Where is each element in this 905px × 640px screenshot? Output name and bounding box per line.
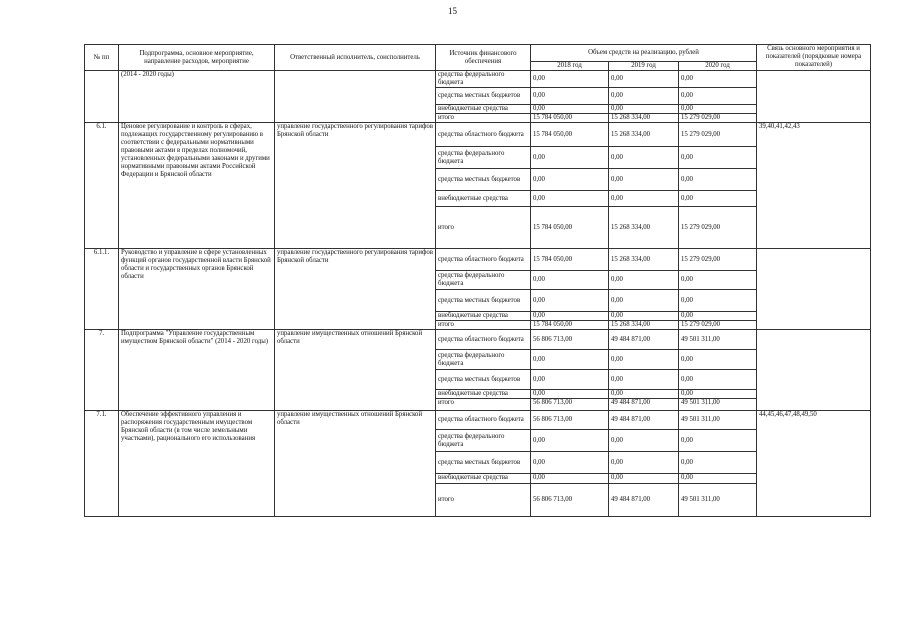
header-year-2019: 2019 год bbox=[609, 62, 679, 71]
funding-source: итого bbox=[436, 484, 531, 517]
amount-2018: 0,00 bbox=[531, 169, 609, 191]
amount-2018: 0,00 bbox=[531, 271, 609, 290]
funding-source: средства областного бюджета bbox=[436, 123, 531, 147]
funding-source: средства местных бюджетов bbox=[436, 290, 531, 312]
header-num: № пп bbox=[85, 45, 119, 71]
header-year-2020: 2020 год bbox=[679, 62, 757, 71]
funding-source: средства местных бюджетов bbox=[436, 452, 531, 474]
amount-2019: 0,00 bbox=[609, 390, 679, 399]
indicator-links bbox=[757, 330, 871, 411]
funding-source: внебюджетные средства bbox=[436, 312, 531, 321]
indicator-links bbox=[757, 249, 871, 330]
amount-2018: 56 806 713,00 bbox=[531, 484, 609, 517]
amount-2018: 0,00 bbox=[531, 452, 609, 474]
funding-source: средства областного бюджета bbox=[436, 249, 531, 271]
table-header bbox=[85, 45, 871, 71]
amount-2019: 0,00 bbox=[609, 370, 679, 390]
amount-2020: 15 279 029,00 bbox=[679, 249, 757, 271]
header-link: Связь основного мероприятия и показателей (порядковые номера показателей) bbox=[757, 45, 871, 71]
header-executor: Ответственный исполнитель, соисполнитель bbox=[275, 45, 436, 71]
amount-2018: 0,00 bbox=[531, 191, 609, 207]
amount-2018: 0,00 bbox=[531, 390, 609, 399]
program-name: Обеспечение эффективного управления и распоряжения государственным имуществом Брянской области (в том числе земельными участками), рационального его использования bbox=[119, 411, 275, 517]
row-number: 7. bbox=[85, 330, 119, 411]
funding-source: внебюджетные средства bbox=[436, 105, 531, 114]
amount-2019: 0,00 bbox=[609, 350, 679, 370]
amount-2020: 49 501 311,00 bbox=[679, 484, 757, 517]
amount-2020: 15 279 029,00 bbox=[679, 207, 757, 249]
funding-source: итого bbox=[436, 207, 531, 249]
amount-2020: 0,00 bbox=[679, 71, 757, 88]
amount-2018: 0,00 bbox=[531, 474, 609, 484]
indicator-links: 39,40,41,42,43 bbox=[757, 123, 871, 249]
financing-table bbox=[84, 44, 871, 517]
amount-2018: 15 784 050,00 bbox=[531, 114, 609, 123]
amount-2020: 0,00 bbox=[679, 452, 757, 474]
amount-2020: 0,00 bbox=[679, 312, 757, 321]
table-row bbox=[85, 330, 871, 350]
header-source: Источник финансового обеспечения bbox=[436, 45, 531, 71]
table-row bbox=[85, 71, 871, 88]
amount-2019: 49 484 871,00 bbox=[609, 330, 679, 350]
indicator-links bbox=[757, 71, 871, 123]
amount-2018: 15 784 050,00 bbox=[531, 321, 609, 330]
header-year-2018: 2018 год bbox=[531, 62, 609, 71]
indicator-links: 44,45,46,47,48,49,50 bbox=[757, 411, 871, 517]
amount-2020: 0,00 bbox=[679, 350, 757, 370]
amount-2019: 0,00 bbox=[609, 105, 679, 114]
amount-2019: 15 268 334,00 bbox=[609, 249, 679, 271]
amount-2020: 0,00 bbox=[679, 271, 757, 290]
page-number: 15 bbox=[448, 6, 457, 16]
program-name: Подпрограмма "Управление государственным имуществом Брянской области" (2014 - 2020 годы) bbox=[119, 330, 275, 411]
funding-source: средства областного бюджета bbox=[436, 330, 531, 350]
amount-2020: 0,00 bbox=[679, 105, 757, 114]
table-row bbox=[85, 249, 871, 271]
amount-2019: 15 268 334,00 bbox=[609, 207, 679, 249]
amount-2018: 0,00 bbox=[531, 312, 609, 321]
amount-2019: 49 484 871,00 bbox=[609, 411, 679, 430]
amount-2020: 15 279 029,00 bbox=[679, 321, 757, 330]
row-number: 6.1.1. bbox=[85, 249, 119, 330]
amount-2020: 0,00 bbox=[679, 147, 757, 169]
amount-2018: 0,00 bbox=[531, 105, 609, 114]
amount-2019: 0,00 bbox=[609, 430, 679, 452]
amount-2019: 0,00 bbox=[609, 474, 679, 484]
row-number: 7.1. bbox=[85, 411, 119, 517]
amount-2019: 0,00 bbox=[609, 191, 679, 207]
funding-source: внебюджетные средства bbox=[436, 191, 531, 207]
amount-2018: 56 806 713,00 bbox=[531, 330, 609, 350]
amount-2018: 0,00 bbox=[531, 71, 609, 88]
funding-source: средства местных бюджетов bbox=[436, 370, 531, 390]
amount-2020: 0,00 bbox=[679, 390, 757, 399]
executor-name bbox=[275, 71, 436, 123]
row-number bbox=[85, 71, 119, 123]
executor-name: управление имущественных отношений Брянской области bbox=[275, 411, 436, 517]
header-volume: Объем средств на реализацию, рублей bbox=[531, 45, 757, 62]
amount-2018: 15 784 050,00 bbox=[531, 249, 609, 271]
amount-2020: 15 279 029,00 bbox=[679, 114, 757, 123]
amount-2019: 49 484 871,00 bbox=[609, 399, 679, 411]
amount-2019: 49 484 871,00 bbox=[609, 484, 679, 517]
amount-2019: 0,00 bbox=[609, 452, 679, 474]
funding-source: средства федерального бюджета bbox=[436, 430, 531, 452]
funding-source: средства федерального бюджета bbox=[436, 271, 531, 290]
amount-2020: 49 501 311,00 bbox=[679, 411, 757, 430]
amount-2019: 0,00 bbox=[609, 312, 679, 321]
header-program: Подпрограмма, основное мероприятие, направление расходов, мероприятие bbox=[119, 45, 275, 71]
funding-source: средства местных бюджетов bbox=[436, 88, 531, 105]
amount-2019: 0,00 bbox=[609, 169, 679, 191]
amount-2019: 0,00 bbox=[609, 290, 679, 312]
table-body bbox=[85, 71, 871, 517]
table-row bbox=[85, 123, 871, 147]
amount-2018: 0,00 bbox=[531, 290, 609, 312]
executor-name: управление имущественных отношений Брянской области bbox=[275, 330, 436, 411]
funding-source: средства федерального бюджета bbox=[436, 147, 531, 169]
amount-2018: 0,00 bbox=[531, 147, 609, 169]
amount-2018: 0,00 bbox=[531, 88, 609, 105]
amount-2020: 0,00 bbox=[679, 88, 757, 105]
amount-2018: 0,00 bbox=[531, 430, 609, 452]
row-number: 6.1. bbox=[85, 123, 119, 249]
program-name: Ценовое регулирование и контроль в сферах, подлежащих государственному регулированию в соответствии с федеральными нормативными правовыми актами в пределах полномочий, установленных федеральными законами и другими нормативными правовыми актами Российской Федерации и Брянской области bbox=[119, 123, 275, 249]
funding-source: итого bbox=[436, 399, 531, 411]
funding-source: внебюджетные средства bbox=[436, 390, 531, 399]
amount-2018: 0,00 bbox=[531, 350, 609, 370]
amount-2019: 15 268 334,00 bbox=[609, 321, 679, 330]
amount-2018: 15 784 050,00 bbox=[531, 123, 609, 147]
amount-2020: 49 501 311,00 bbox=[679, 399, 757, 411]
amount-2018: 15 784 050,00 bbox=[531, 207, 609, 249]
funding-source: средства местных бюджетов bbox=[436, 169, 531, 191]
amount-2019: 15 268 334,00 bbox=[609, 114, 679, 123]
funding-source: внебюджетные средства bbox=[436, 474, 531, 484]
amount-2019: 0,00 bbox=[609, 147, 679, 169]
funding-source: средства федерального бюджета bbox=[436, 350, 531, 370]
amount-2020: 0,00 bbox=[679, 191, 757, 207]
funding-source: итого bbox=[436, 321, 531, 330]
program-name: Руководство и управление в сфере установленных функций органов государственной власти Брянской области и государственных органов Брянской области bbox=[119, 249, 275, 330]
amount-2020: 0,00 bbox=[679, 430, 757, 452]
program-name: (2014 - 2020 годы) bbox=[119, 71, 275, 123]
amount-2020: 0,00 bbox=[679, 290, 757, 312]
amount-2020: 15 279 029,00 bbox=[679, 123, 757, 147]
funding-source: средства федерального бюджета bbox=[436, 71, 531, 88]
funding-source: итого bbox=[436, 114, 531, 123]
amount-2019: 0,00 bbox=[609, 271, 679, 290]
amount-2020: 49 501 311,00 bbox=[679, 330, 757, 350]
amount-2018: 56 806 713,00 bbox=[531, 399, 609, 411]
amount-2019: 15 268 334,00 bbox=[609, 123, 679, 147]
amount-2018: 56 806 713,00 bbox=[531, 411, 609, 430]
table-row bbox=[85, 411, 871, 430]
amount-2018: 0,00 bbox=[531, 370, 609, 390]
amount-2019: 0,00 bbox=[609, 88, 679, 105]
amount-2019: 0,00 bbox=[609, 71, 679, 88]
funding-source: средства областного бюджета bbox=[436, 411, 531, 430]
executor-name: управление государственного регулирования тарифов Брянской области bbox=[275, 123, 436, 249]
amount-2020: 0,00 bbox=[679, 169, 757, 191]
executor-name: управление государственного регулирования тарифов Брянской области bbox=[275, 249, 436, 330]
amount-2020: 0,00 bbox=[679, 474, 757, 484]
amount-2020: 0,00 bbox=[679, 370, 757, 390]
